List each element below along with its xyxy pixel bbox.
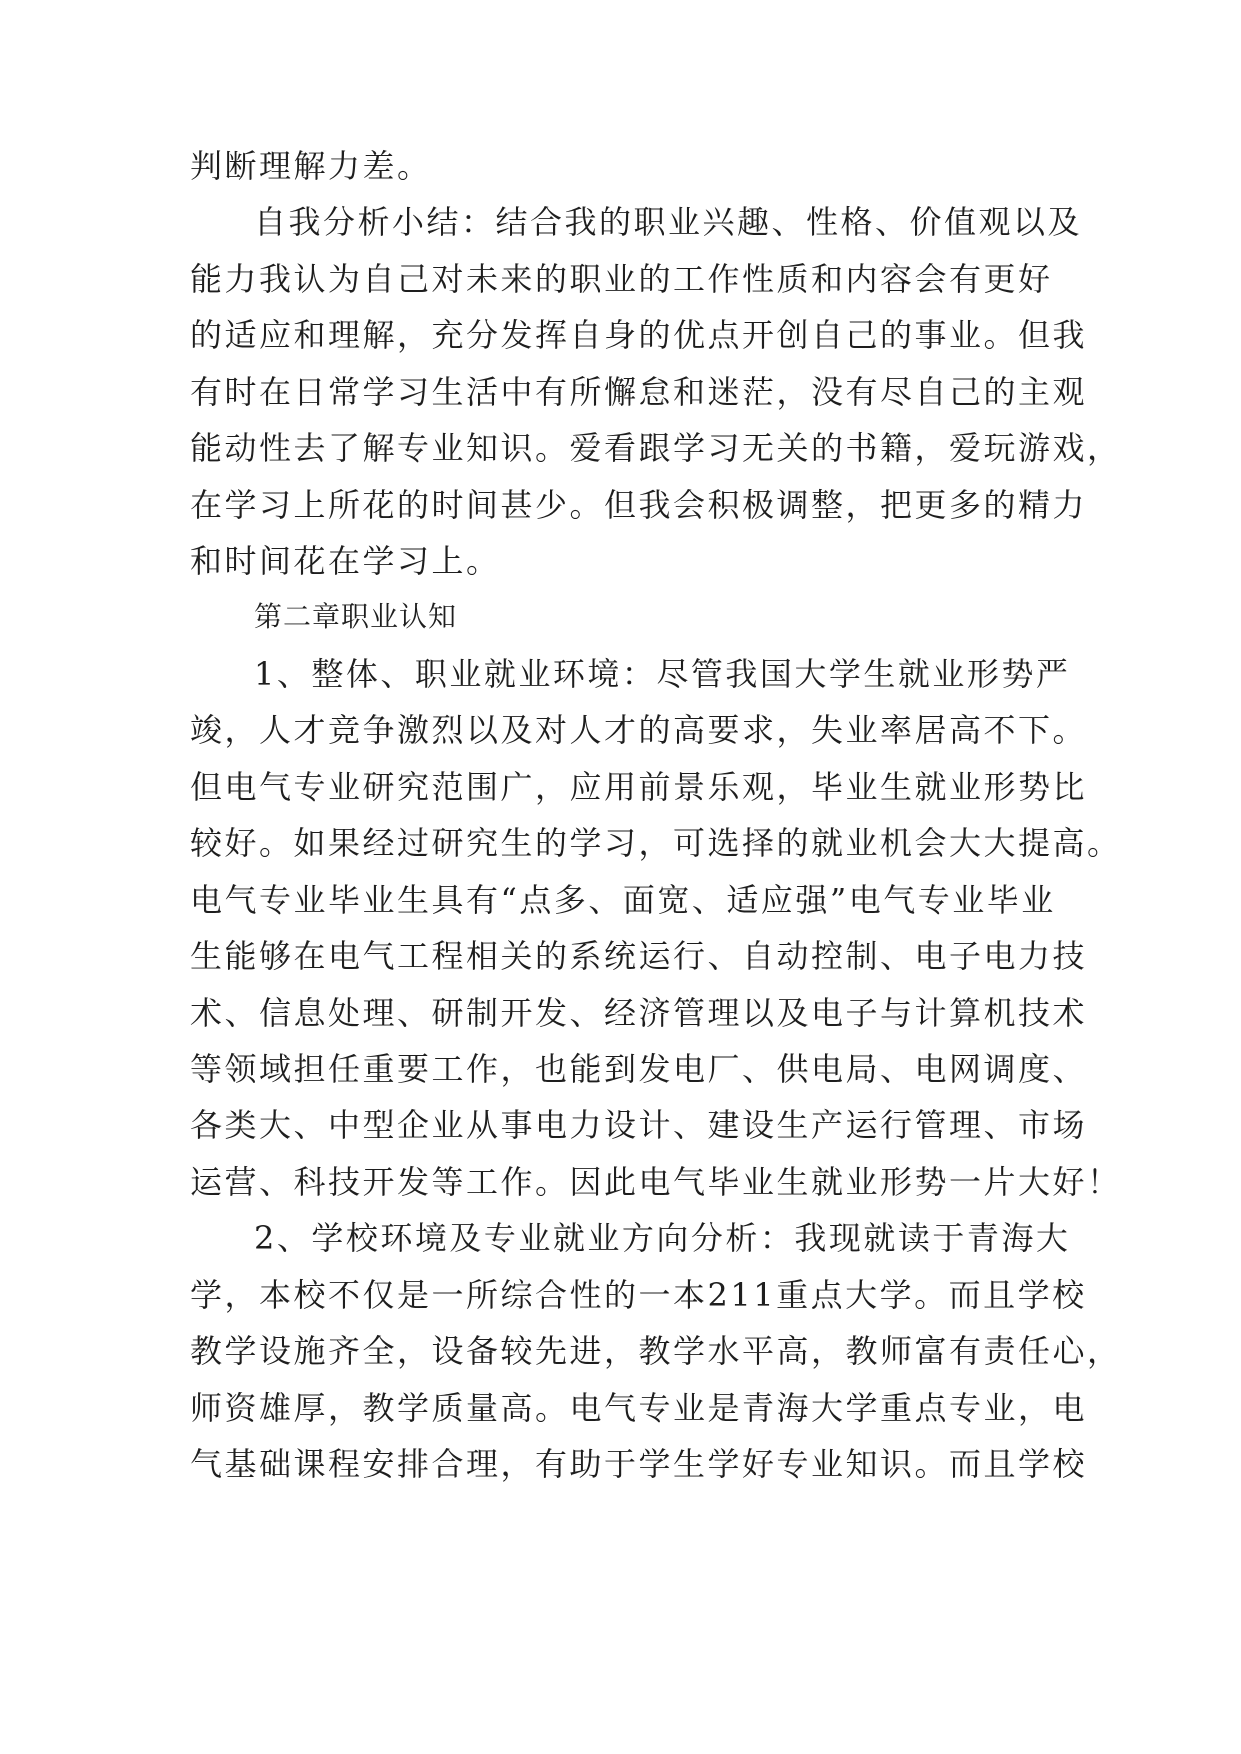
text-line: 但电气专业研究范围广，应用前景乐观，毕业生就业形势比 [190,768,1088,806]
paragraph-start-line: 2、学校环境及专业就业方向分析：我现就读于青海大 [254,1219,1071,1257]
text-line: 师资雄厚，教学质量高。电气专业是青海大学重点专业，电 [190,1389,1088,1427]
text-line: 术、信息处理、研制开发、经济管理以及电子与计算机技术 [190,994,1088,1032]
text-line: 运营、科技开发等工作。因此电气毕业生就业形势一片大好！ [190,1163,1122,1201]
text-line: 各类大、中型企业从事电力设计、建设生产运行管理、市场 [190,1106,1088,1144]
text-line: 能动性去了解专业知识。爱看跟学习无关的书籍，爱玩游戏， [190,429,1122,467]
text-line: 和时间花在学习上。 [190,542,501,580]
text-line: 电气专业毕业生具有“点多、面宽、适应强”电气专业毕业 [190,881,1056,919]
text-line: 生能够在电气工程相关的系统运行、自动控制、电子电力技 [190,937,1088,975]
text-line: 教学设施齐全，设备较先进，教学水平高，教师富有责任心， [190,1332,1122,1370]
paragraph-start-line: 自我分析小结：结合我的职业兴趣、性格、价值观以及 [254,203,1083,241]
text-line: 判断理解力差。 [190,147,432,185]
chapter-heading: 第二章职业认知 [254,600,458,633]
text-line: 较好。如果经过研究生的学习，可选择的就业机会大大提高。 [190,824,1122,862]
text-line: 能力我认为自己对未来的职业的工作性质和内容会有更好 [190,260,1053,298]
text-line: 学，本校不仅是一所综合性的一本211重点大学。而且学校 [190,1276,1087,1314]
text-line: 的适应和理解，充分发挥自身的优点开创自己的事业。但我 [190,316,1088,354]
text-line: 等领域担任重要工作，也能到发电厂、供电局、电网调度、 [190,1050,1088,1088]
text-line: 竣，人才竞争激烈以及对人才的高要求，失业率居高不下。 [190,711,1088,749]
text-line: 有时在日常学习生活中有所懈怠和迷茫，没有尽自己的主观 [190,373,1088,411]
paragraph-start-line: 1、整体、职业就业环境：尽管我国大学生就业形势严 [254,655,1071,693]
text-line: 气基础课程安排合理，有助于学生学好专业知识。而且学校 [190,1445,1088,1483]
text-line: 在学习上所花的时间甚少。但我会积极调整，把更多的精力 [190,486,1088,524]
